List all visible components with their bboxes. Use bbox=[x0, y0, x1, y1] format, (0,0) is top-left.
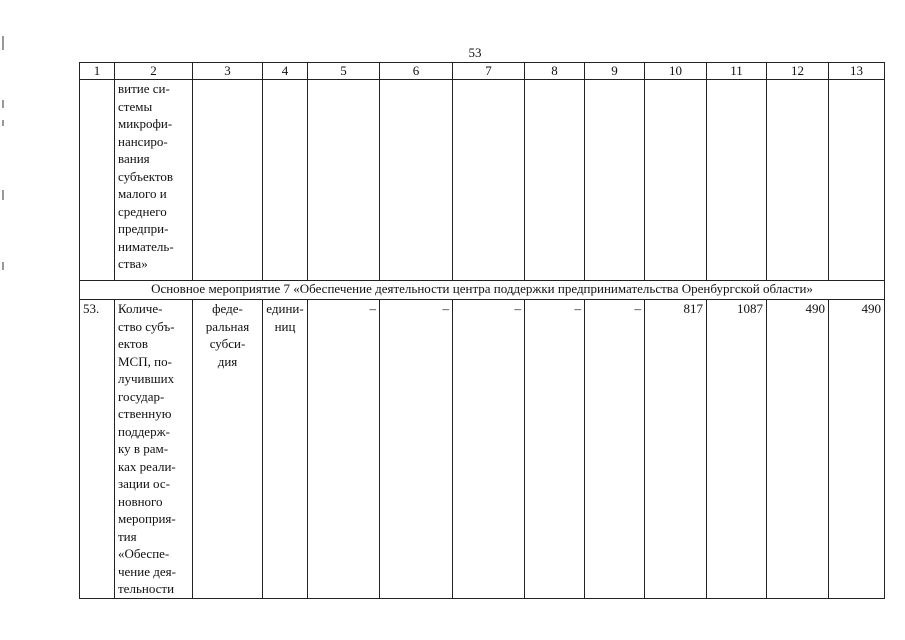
column-header-3: 3 bbox=[193, 63, 263, 80]
scan-margin-marks bbox=[2, 0, 6, 640]
table-row-53 bbox=[80, 300, 885, 599]
characteristic-cell: феде- ральная субси- дия bbox=[193, 300, 263, 599]
column-header-9: 9 bbox=[585, 63, 645, 80]
table-cell bbox=[80, 80, 115, 281]
table-row-continuation bbox=[80, 80, 885, 281]
row-number-cell: 53. bbox=[80, 300, 115, 599]
value-cell-col9: – bbox=[585, 300, 645, 599]
table-cell bbox=[380, 80, 453, 281]
column-header-1: 1 bbox=[80, 63, 115, 80]
column-header-8: 8 bbox=[525, 63, 585, 80]
column-header-12: 12 bbox=[767, 63, 829, 80]
column-header-10: 10 bbox=[645, 63, 707, 80]
value-cell-col13: 490 bbox=[829, 300, 885, 599]
value-cell-col8: – bbox=[525, 300, 585, 599]
column-header-2: 2 bbox=[115, 63, 193, 80]
table-cell bbox=[453, 80, 525, 281]
indicator-name-cell: витие си- стемы микрофи- нансиро- вания субъектов малого и среднего предпри- ниматель- ства» bbox=[115, 80, 193, 281]
table-cell bbox=[829, 80, 885, 281]
table-cell bbox=[308, 80, 380, 281]
column-header-6: 6 bbox=[380, 63, 453, 80]
table-cell bbox=[767, 80, 829, 281]
column-header-4: 4 bbox=[263, 63, 308, 80]
value-cell-col11: 1087 bbox=[707, 300, 767, 599]
value-cell-col12: 490 bbox=[767, 300, 829, 599]
value-cell-col10: 817 bbox=[645, 300, 707, 599]
column-header-13: 13 bbox=[829, 63, 885, 80]
page-number: 53 bbox=[468, 45, 482, 60]
table-cell bbox=[585, 80, 645, 281]
section-title: Основное мероприятие 7 «Обеспечение деятельности центра поддержки предпринимательства Оренбургской области» bbox=[80, 281, 885, 300]
table-cell bbox=[263, 80, 308, 281]
table-cell bbox=[193, 80, 263, 281]
value-cell-col7: – bbox=[453, 300, 525, 599]
indicators-table bbox=[79, 62, 885, 599]
column-header-5: 5 bbox=[308, 63, 380, 80]
table-cell bbox=[525, 80, 585, 281]
table-cell bbox=[645, 80, 707, 281]
value-cell-col5: – bbox=[308, 300, 380, 599]
column-header-7: 7 bbox=[453, 63, 525, 80]
value-cell-col6: – bbox=[380, 300, 453, 599]
column-number-row bbox=[80, 63, 885, 80]
table-cell bbox=[707, 80, 767, 281]
column-header-11: 11 bbox=[707, 63, 767, 80]
unit-cell: едини- ниц bbox=[263, 300, 308, 599]
indicator-name-cell: Количе- ство субъ- ектов МСП, по- лучивших государ- ственную поддерж- ку в рам- ках реали- зации ос- новного мероприя- тия «Обеспе- чение дея- тельности bbox=[115, 300, 193, 599]
section-header-row bbox=[80, 281, 885, 300]
